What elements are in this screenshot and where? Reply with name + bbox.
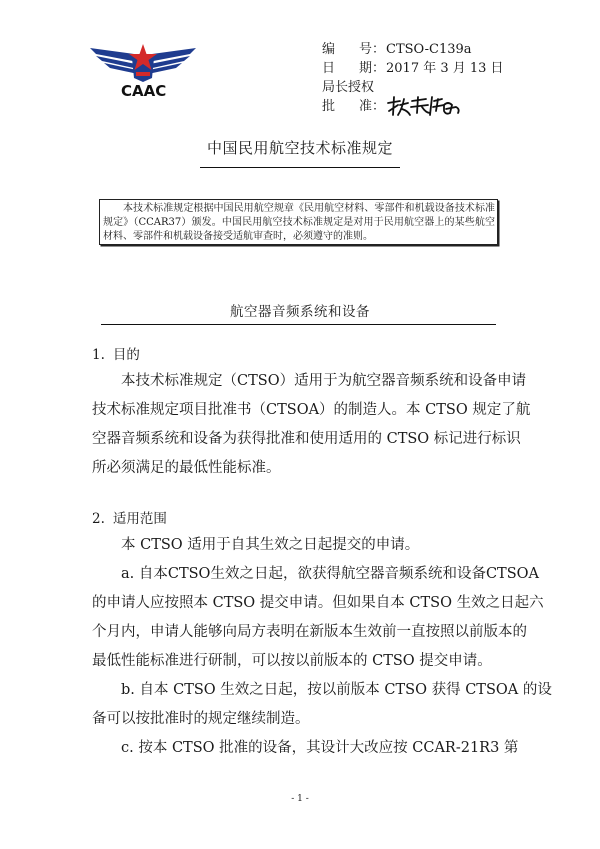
section-heading-text: 适用范围: [112, 511, 167, 527]
section-heading-text: 目的: [112, 347, 140, 363]
section-number: 2.: [92, 511, 105, 527]
label-char: 号: [358, 42, 372, 57]
document-date: 2017 年 3 月 13 日: [386, 61, 504, 76]
section-heading-scope: [92, 507, 167, 527]
label-char: 批: [322, 99, 336, 114]
text-line: 所必须满足的最低性能标准。: [92, 460, 281, 476]
text-line: 的申请人应按照本 CTSO 提交申请。但如果自本 CTSO 生效之日起六: [92, 595, 544, 611]
text-line: 本技术标准规定（CTSO）适用于为航空器音频系统和设备申请: [121, 373, 527, 389]
text-line: a. 自本CTSO生效之日起，欲获得航空器音频系统和设备CTSOA: [121, 566, 540, 582]
meta-date-row: [322, 59, 504, 78]
text-line: 个月内，申请人能够向局方表明在新版本生效前一直按照以前版本的: [92, 624, 527, 640]
label-char: 期: [358, 61, 372, 76]
label-char: 编: [322, 42, 336, 57]
document-number: CTSO-C139a: [386, 42, 472, 57]
standard-title: 航空器音频系统和设备: [230, 304, 370, 320]
section-body-purpose: [92, 367, 531, 483]
label-char: 日: [322, 61, 336, 76]
text-line: b. 自本 CTSO 生效之日起，按以前版本 CTSO 获得 CTSOA 的设: [121, 682, 552, 698]
meta-label: [322, 40, 372, 59]
notice-box: [99, 199, 498, 245]
logo-text: CAAC: [121, 82, 167, 100]
meta-number-row: [322, 40, 504, 59]
text-line: 技术标准规定项目批准书（CTSOA）的制造人。本 CTSO 规定了航: [92, 402, 531, 418]
title-underline: [200, 167, 400, 168]
meta-label: [322, 97, 372, 116]
text-line: 备可以按批准时的规定继续制造。: [92, 711, 310, 727]
meta-approval-row: [322, 97, 504, 116]
document-meta: [322, 40, 504, 116]
text-line: 最低性能标准进行研制，可以按以前版本的 CTSO 提交申请。: [92, 653, 492, 669]
page-number: - 1 -: [291, 794, 309, 804]
section-body-scope: [92, 531, 552, 763]
section-heading-purpose: [92, 343, 140, 363]
main-title: 中国民用航空技术标准规定: [206, 139, 393, 157]
colon: ：: [372, 42, 386, 57]
caac-logo: [88, 38, 198, 104]
meta-label: [322, 59, 372, 78]
wings-star-icon: [88, 38, 198, 84]
colon: ：: [372, 99, 386, 114]
label-char: 准: [358, 99, 372, 114]
authorization-label: 局长授权: [322, 80, 375, 95]
standard-title-underline: [101, 324, 496, 325]
signature-icon: [386, 95, 462, 117]
text-line: c. 按本 CTSO 批准的设备，其设计大改应按 CCAR-21R3 第: [121, 740, 519, 756]
section-number: 1.: [92, 347, 105, 363]
notice-text: 本技术标准规定根据中国民用航空规章《民用航空材料、零部件和机载设备技术标准规定》（CCAR37）颁发。中国民用航空技术标准规定是对用于民用航空器上的某些航空材料、零部件和机载设备接受适航审查时，必须遵守的准则。: [103, 203, 495, 242]
colon: ：: [372, 61, 386, 76]
text-line: 空器音频系统和设备为获得批准和使用适用的 CTSO 标记进行标识: [92, 431, 521, 447]
text-line: 本 CTSO 适用于自其生效之日起提交的申请。: [121, 537, 420, 553]
